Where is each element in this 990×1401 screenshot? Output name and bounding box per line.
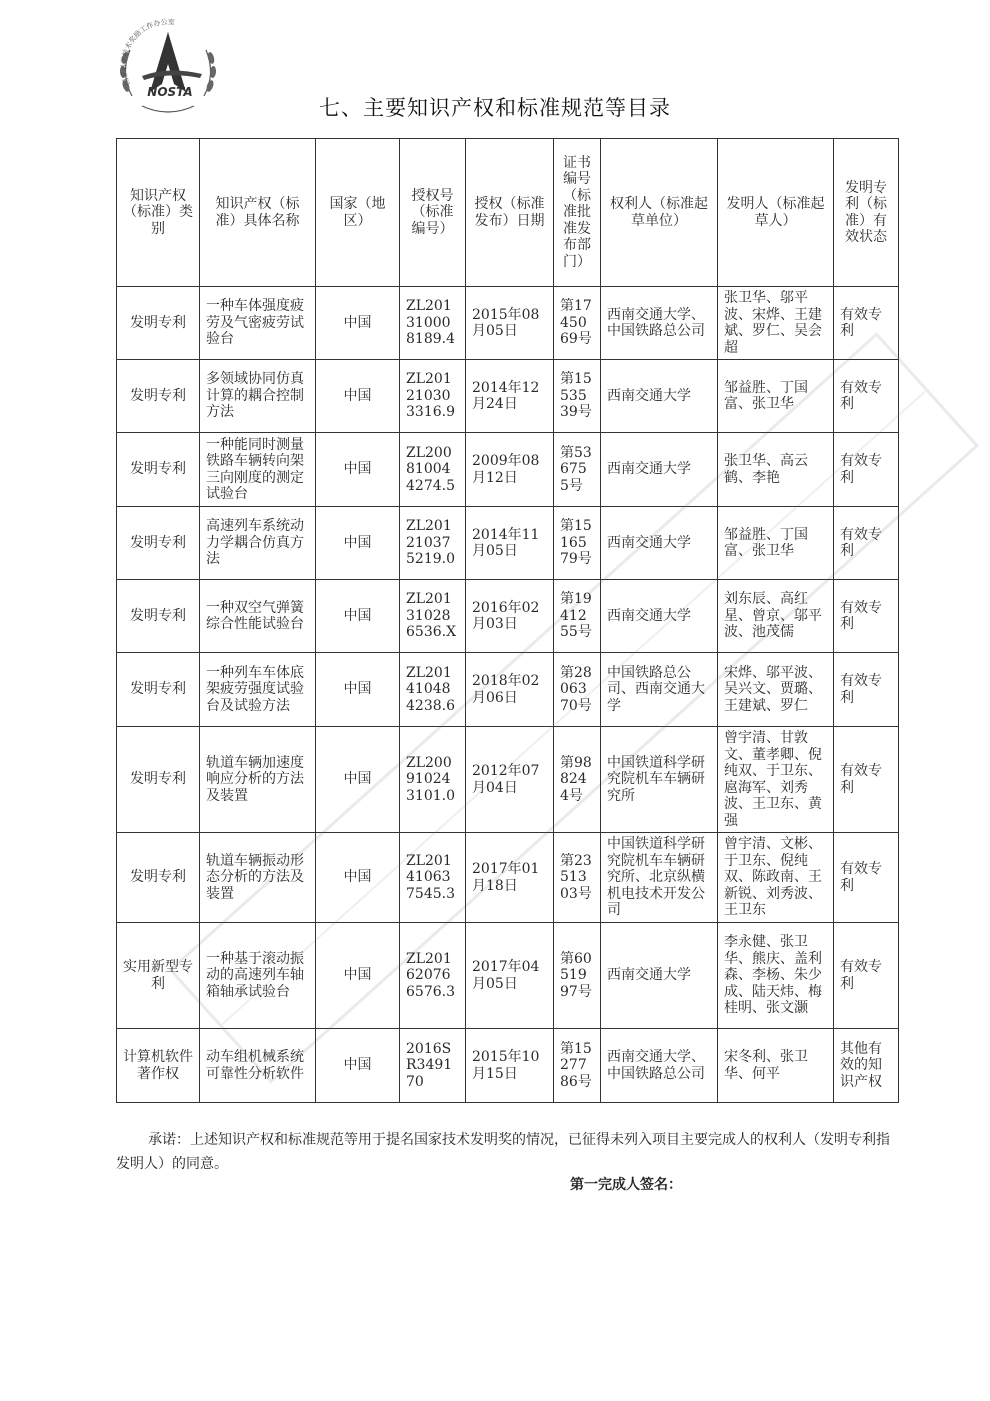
cell-category: 发明专利 xyxy=(117,507,200,580)
cell-certificate-number: 第1745069号 xyxy=(554,287,601,360)
cell-inventor: 宋冬利、张卫华、何平 xyxy=(718,1029,834,1103)
table-row xyxy=(117,653,899,727)
table-row xyxy=(117,507,899,580)
cell-grant-date: 2014年11月05日 xyxy=(466,507,554,580)
cell-country: 中国 xyxy=(316,507,400,580)
cell-country: 中国 xyxy=(316,923,400,1029)
header-name: 知识产权（标准）具体名称 xyxy=(200,139,316,287)
cell-grant-date: 2016年02月03日 xyxy=(466,580,554,653)
cell-inventor: 邹益胜、丁国富、张卫华 xyxy=(718,507,834,580)
cell-grant-number: ZL201620766576.3 xyxy=(400,923,466,1029)
logo-ring-text: 国家科学技术奖励工作办公室 xyxy=(119,17,176,87)
cell-country: 中国 xyxy=(316,1029,400,1103)
cell-inventor: 曾宇清、甘敦文、董孝卿、倪纯双、于卫东、扈海军、刘秀波、王卫东、黄强 xyxy=(718,727,834,833)
cell-country: 中国 xyxy=(316,360,400,433)
cell-grant-number: ZL201410637545.3 xyxy=(400,833,466,923)
cell-name: 一种能同时测量铁路车辆转向架三向刚度的测定试验台 xyxy=(200,433,316,507)
cell-category: 计算机软件著作权 xyxy=(117,1029,200,1103)
cell-grant-number: ZL201310286536.X xyxy=(400,580,466,653)
header-grant-date: 授权（标准发布）日期 xyxy=(466,139,554,287)
header-country: 国家（地区） xyxy=(316,139,400,287)
table-row xyxy=(117,287,899,360)
header-category: 知识产权（标准）类别 xyxy=(117,139,200,287)
cell-grant-date: 2017年01月18日 xyxy=(466,833,554,923)
table-row xyxy=(117,360,899,433)
cell-name: 高速列车系统动力学耦合仿真方法 xyxy=(200,507,316,580)
cell-grant-date: 2009年08月12日 xyxy=(466,433,554,507)
logo-label: NOSTA xyxy=(147,85,193,99)
page-title: 七、主要知识产权和标准规范等目录 xyxy=(319,96,671,120)
cell-certificate-number: 第1553539号 xyxy=(554,360,601,433)
cell-name: 一种双空气弹簧综合性能试验台 xyxy=(200,580,316,653)
cell-status: 有效专利 xyxy=(834,653,899,727)
cell-status: 有效专利 xyxy=(834,727,899,833)
cell-name: 轨道车辆振动形态分析的方法及装置 xyxy=(200,833,316,923)
cell-name: 轨道车辆加速度响应分析的方法及装置 xyxy=(200,727,316,833)
table-row xyxy=(117,1029,899,1103)
cell-inventor: 刘东辰、高红星、曾京、邬平波、池茂儒 xyxy=(718,580,834,653)
table-row xyxy=(117,727,899,833)
cell-owner: 西南交通大学 xyxy=(601,580,718,653)
cell-owner: 西南交通大学、中国铁路总公司 xyxy=(601,287,718,360)
cell-owner: 中国铁道科学研究院机车车辆研究所、北京纵横机电技术开发公司 xyxy=(601,833,718,923)
cell-grant-number: ZL201310008189.4 xyxy=(400,287,466,360)
cell-owner: 西南交通大学 xyxy=(601,923,718,1029)
header-status: 发明专利（标准）有效状态 xyxy=(834,139,899,287)
cell-certificate-number: 第2806370号 xyxy=(554,653,601,727)
cell-inventor: 张卫华、高云鹤、李艳 xyxy=(718,433,834,507)
cell-owner: 西南交通大学 xyxy=(601,360,718,433)
cell-owner: 西南交通大学、中国铁路总公司 xyxy=(601,1029,718,1103)
cell-category: 实用新型专利 xyxy=(117,923,200,1029)
cell-grant-date: 2014年12月24日 xyxy=(466,360,554,433)
cell-certificate-number: 第1527786号 xyxy=(554,1029,601,1103)
cell-category: 发明专利 xyxy=(117,360,200,433)
cell-owner: 西南交通大学 xyxy=(601,507,718,580)
cell-grant-date: 2018年02月06日 xyxy=(466,653,554,727)
cell-grant-number: ZL201410484238.6 xyxy=(400,653,466,727)
cell-inventor: 宋烨、邬平波、吴兴文、贾璐、王建斌、罗仁 xyxy=(718,653,834,727)
cell-grant-number: ZL201210303316.9 xyxy=(400,360,466,433)
cell-status: 有效专利 xyxy=(834,287,899,360)
cell-status: 有效专利 xyxy=(834,923,899,1029)
signature-label: 第一完成人签名： xyxy=(570,1177,682,1193)
cell-grant-number: ZL200810044274.5 xyxy=(400,433,466,507)
commitment-note: 承诺：上述知识产权和标准规范等用于提名国家技术发明奖的情况，已征得未列入项目主要完成人的权利人（发明专利指发明人）的同意。 xyxy=(116,1132,890,1172)
table-row xyxy=(117,433,899,507)
cell-status: 有效专利 xyxy=(834,507,899,580)
cell-status: 有效专利 xyxy=(834,580,899,653)
table-row xyxy=(117,833,899,923)
cell-status: 有效专利 xyxy=(834,833,899,923)
cell-category: 发明专利 xyxy=(117,287,200,360)
table-row xyxy=(117,580,899,653)
cell-inventor: 李永健、张卫华、熊庆、盖利森、李杨、朱少成、陆天炜、梅桂明、张文灏 xyxy=(718,923,834,1029)
cell-category: 发明专利 xyxy=(117,580,200,653)
cell-grant-date: 2012年07月04日 xyxy=(466,727,554,833)
cell-owner: 西南交通大学 xyxy=(601,433,718,507)
header-certificate-number: 证书编号（标准批准发布部门） xyxy=(554,139,601,287)
cell-name: 多领域协同仿真计算的耦合控制方法 xyxy=(200,360,316,433)
cell-owner: 中国铁路总公司、西南交通大学 xyxy=(601,653,718,727)
cell-name: 一种基于滚动振动的高速列车轴箱轴承试验台 xyxy=(200,923,316,1029)
cell-certificate-number: 第6051997号 xyxy=(554,923,601,1029)
cell-grant-date: 2015年10月15日 xyxy=(466,1029,554,1103)
cell-certificate-number: 第2351303号 xyxy=(554,833,601,923)
cell-name: 一种车体强度疲劳及气密疲劳试验台 xyxy=(200,287,316,360)
header-inventor: 发明人（标准起草人） xyxy=(718,139,834,287)
cell-category: 发明专利 xyxy=(117,433,200,507)
cell-status: 其他有效的知识产权 xyxy=(834,1029,899,1103)
cell-inventor: 邹益胜、丁国富、张卫华 xyxy=(718,360,834,433)
cell-status: 有效专利 xyxy=(834,360,899,433)
cell-name: 一种列车车体底架疲劳强度试验台及试验方法 xyxy=(200,653,316,727)
cell-category: 发明专利 xyxy=(117,727,200,833)
cell-country: 中国 xyxy=(316,653,400,727)
header-owner: 权利人（标准起草单位） xyxy=(601,139,718,287)
cell-category: 发明专利 xyxy=(117,833,200,923)
cell-country: 中国 xyxy=(316,833,400,923)
header-grant-number: 授权号（标准编号） xyxy=(400,139,466,287)
cell-owner: 中国铁道科学研究院机车车辆研究所 xyxy=(601,727,718,833)
cell-grant-number: ZL200910243101.0 xyxy=(400,727,466,833)
cell-certificate-number: 第1516579号 xyxy=(554,507,601,580)
cell-grant-date: 2015年08月05日 xyxy=(466,287,554,360)
cell-country: 中国 xyxy=(316,727,400,833)
cell-name: 动车组机械系统可靠性分析软件 xyxy=(200,1029,316,1103)
cell-status: 有效专利 xyxy=(834,433,899,507)
cell-inventor: 张卫华、邬平波、宋烨、王建斌、罗仁、吴会超 xyxy=(718,287,834,360)
cell-country: 中国 xyxy=(316,433,400,507)
table-header-row xyxy=(117,139,899,287)
cell-category: 发明专利 xyxy=(117,653,200,727)
cell-certificate-number: 第1941255号 xyxy=(554,580,601,653)
cell-country: 中国 xyxy=(316,287,400,360)
cell-grant-number: ZL201210375219.0 xyxy=(400,507,466,580)
ip-table xyxy=(116,138,899,1103)
cell-certificate-number: 第988244号 xyxy=(554,727,601,833)
cell-certificate-number: 第536755号 xyxy=(554,433,601,507)
table-row xyxy=(117,923,899,1029)
cell-inventor: 曾宇清、文彬、于卫东、倪纯双、陈政南、王新锐、刘秀波、王卫东 xyxy=(718,833,834,923)
cell-grant-number: 2016SR349170 xyxy=(400,1029,466,1103)
cell-grant-date: 2017年04月05日 xyxy=(466,923,554,1029)
cell-country: 中国 xyxy=(316,580,400,653)
